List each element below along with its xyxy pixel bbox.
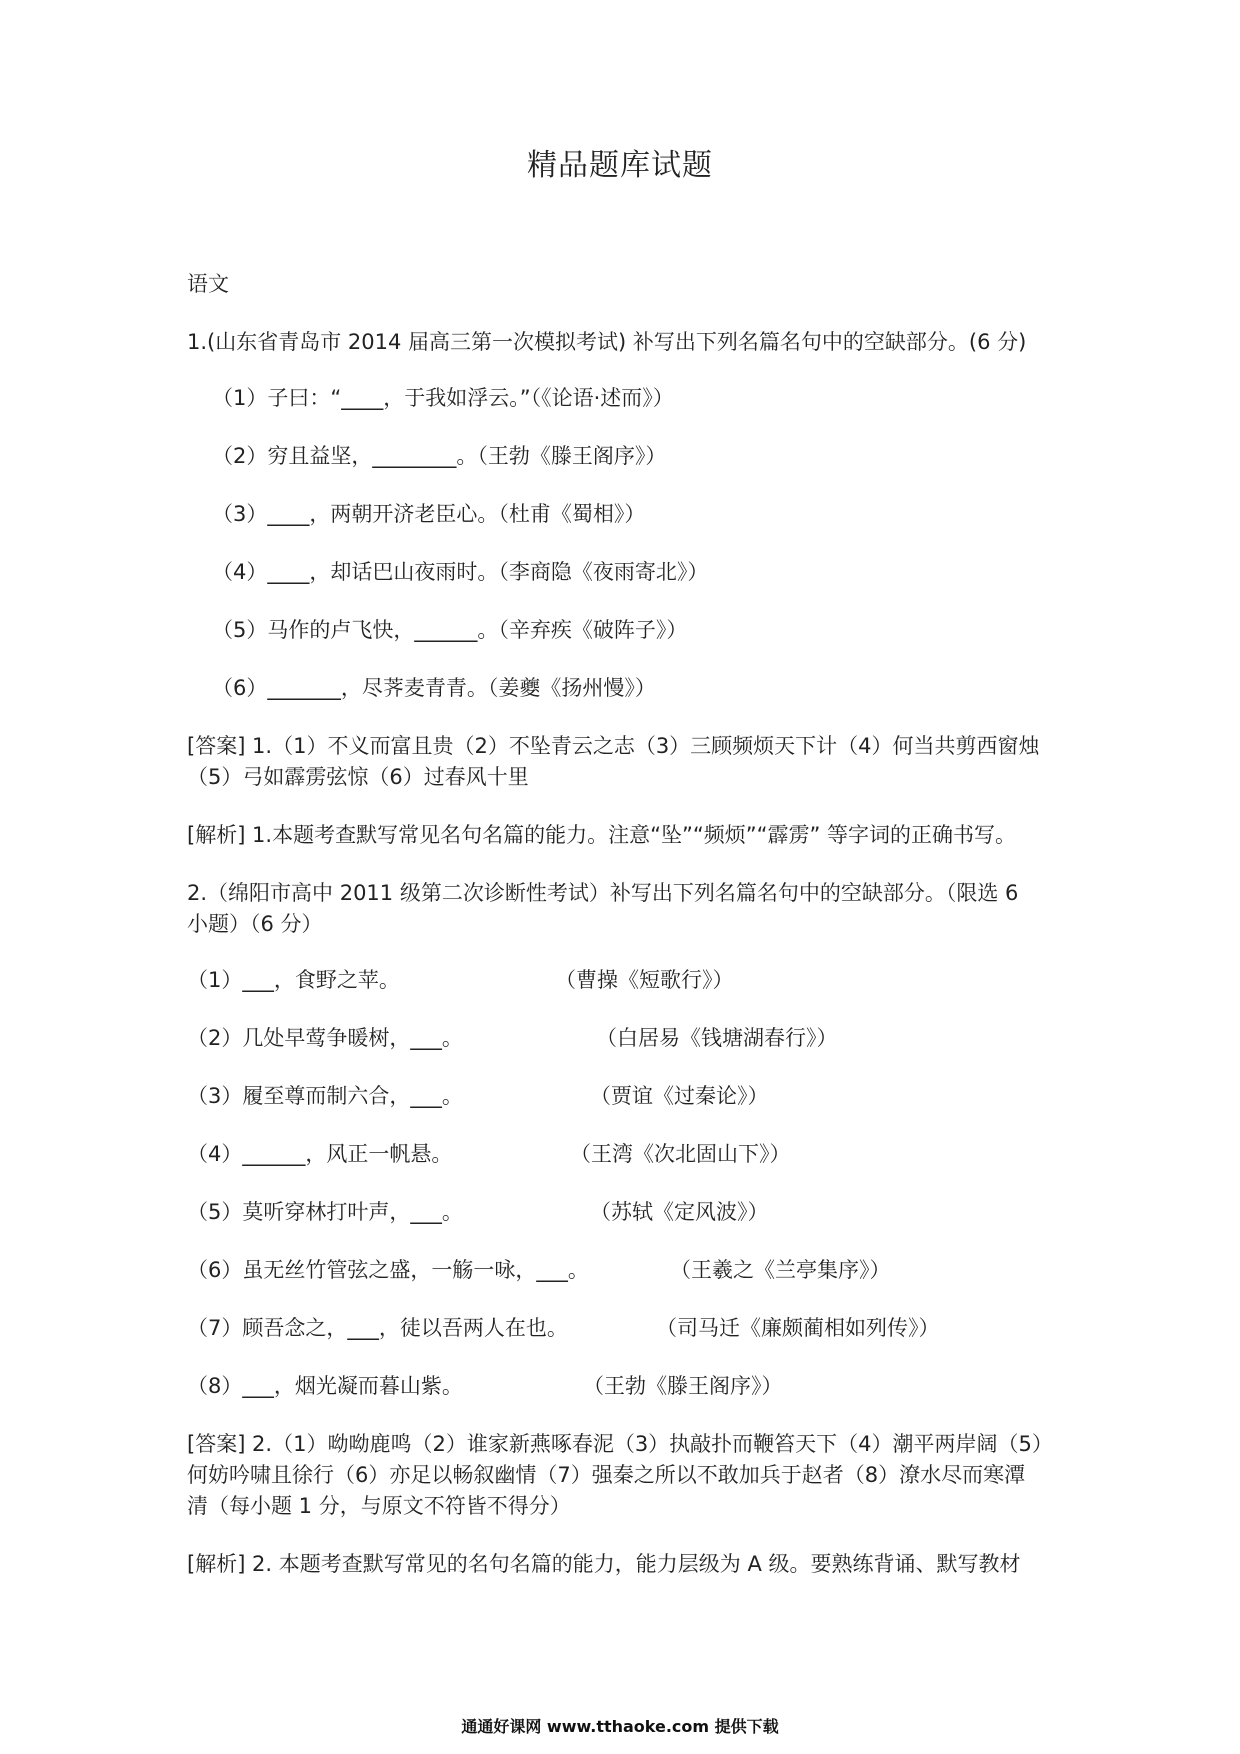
q2-analysis: [解析] 2. 本题考查默写常见的名句名篇的能力，能力层级为 A 级。要熟练背诵、默写教材 <box>187 1552 1021 1576</box>
q1-analysis: [解析] 1.本题考查默写常见名句名篇的能力。注意“坠”“频烦”“霹雳” 等字词的正确书写。 <box>187 823 1017 847</box>
q1-item-4: （4）____，却话巴山夜雨时。（李商隐《夜雨寄北》） <box>212 560 709 584</box>
q1-answer-line-2: （5）弓如霹雳弦惊（6）过春风十里 <box>187 765 529 789</box>
q1-item-6: （6）_______，尽荠麦青青。（姜夔《扬州慢》） <box>212 676 656 700</box>
q1-item-3: （3）____，两朝开济老臣心。（杜甫《蜀相》） <box>212 502 646 526</box>
q2-item-8: （8）___，烟光凝而暮山紫。 <box>187 1374 463 1398</box>
q2-answer-line-2: 何妨吟啸且徐行（6）亦足以畅叙幽情（7）强秦之所以不敢加兵于赵者（8）潦水尽而寒潭 <box>187 1463 1026 1487</box>
q1-item-1: （1）子曰：“____，于我如浮云。”（《论语·述而》） <box>212 386 674 410</box>
q2-item-3: （3）履至尊而制六合，___。 <box>187 1084 463 1108</box>
q2-item-1: （1）___，食野之苹。 <box>187 968 400 992</box>
q2-item-4: （4）______，风正一帆悬。 <box>187 1142 453 1166</box>
q2-item-4-source: （王湾《次北固山下》） <box>570 1142 791 1166</box>
q2-item-8-source: （王勃《滕王阁序》） <box>583 1374 783 1398</box>
q2-item-2-source: （白居易《钱塘湖春行》） <box>596 1026 838 1050</box>
q2-item-7-source: （司马迁《廉颇蔺相如列传》） <box>656 1316 940 1340</box>
q2-item-1-source: （曹操《短歌行》） <box>555 968 734 992</box>
subject-label: 语文 <box>187 272 229 296</box>
q1-item-2: （2）穷且益坚，________。（王勃《滕王阁序》） <box>212 444 667 468</box>
q2-item-6-source: （王羲之《兰亭集序》） <box>670 1258 891 1282</box>
q2-item-5: （5）莫听穿林打叶声，___。 <box>187 1200 463 1224</box>
q2-stem-line-2: 小题）（6 分） <box>187 912 323 936</box>
q2-answer-line-3: 清（每小题 1 分，与原文不符皆不得分） <box>187 1494 571 1518</box>
q1-item-5: （5）马作的卢飞快，______。（辛弃疾《破阵子》） <box>212 618 688 642</box>
q2-stem-line-1: 2.（绵阳市高中 2011 级第二次诊断性考试）补写出下列名篇名句中的空缺部分。（限选 6 <box>187 881 1019 905</box>
page-footer: 通通好课网 www.tthaoke.com 提供下载 <box>461 1717 779 1736</box>
q2-item-3-source: （贾谊《过秦论》） <box>590 1084 769 1108</box>
q1-answer-line-1: [答案] 1.（1）不义而富且贵（2）不坠青云之志（3）三顾频烦天下计（4）何当共剪西窗烛 <box>187 734 1040 758</box>
q2-answer-line-1: [答案] 2.（1）呦呦鹿鸣（2）谁家新燕啄春泥（3）执敲扑而鞭笞天下（4）潮平两岸阔（5） <box>187 1432 1053 1456</box>
q1-stem: 1.(山东省青岛市 2014 届高三第一次模拟考试) 补写出下列名篇名句中的空缺部分。(6 分) <box>187 330 1027 354</box>
q2-item-7: （7）顾吾念之，___，徒以吾两人在也。 <box>187 1316 568 1340</box>
q2-item-5-source: （苏轼《定风波》） <box>590 1200 769 1224</box>
page-title: 精品题库试题 <box>527 148 713 183</box>
q2-item-6: （6）虽无丝竹管弦之盛，一觞一咏，___。 <box>187 1258 589 1282</box>
q2-item-2: （2）几处早莺争暖树，___。 <box>187 1026 463 1050</box>
